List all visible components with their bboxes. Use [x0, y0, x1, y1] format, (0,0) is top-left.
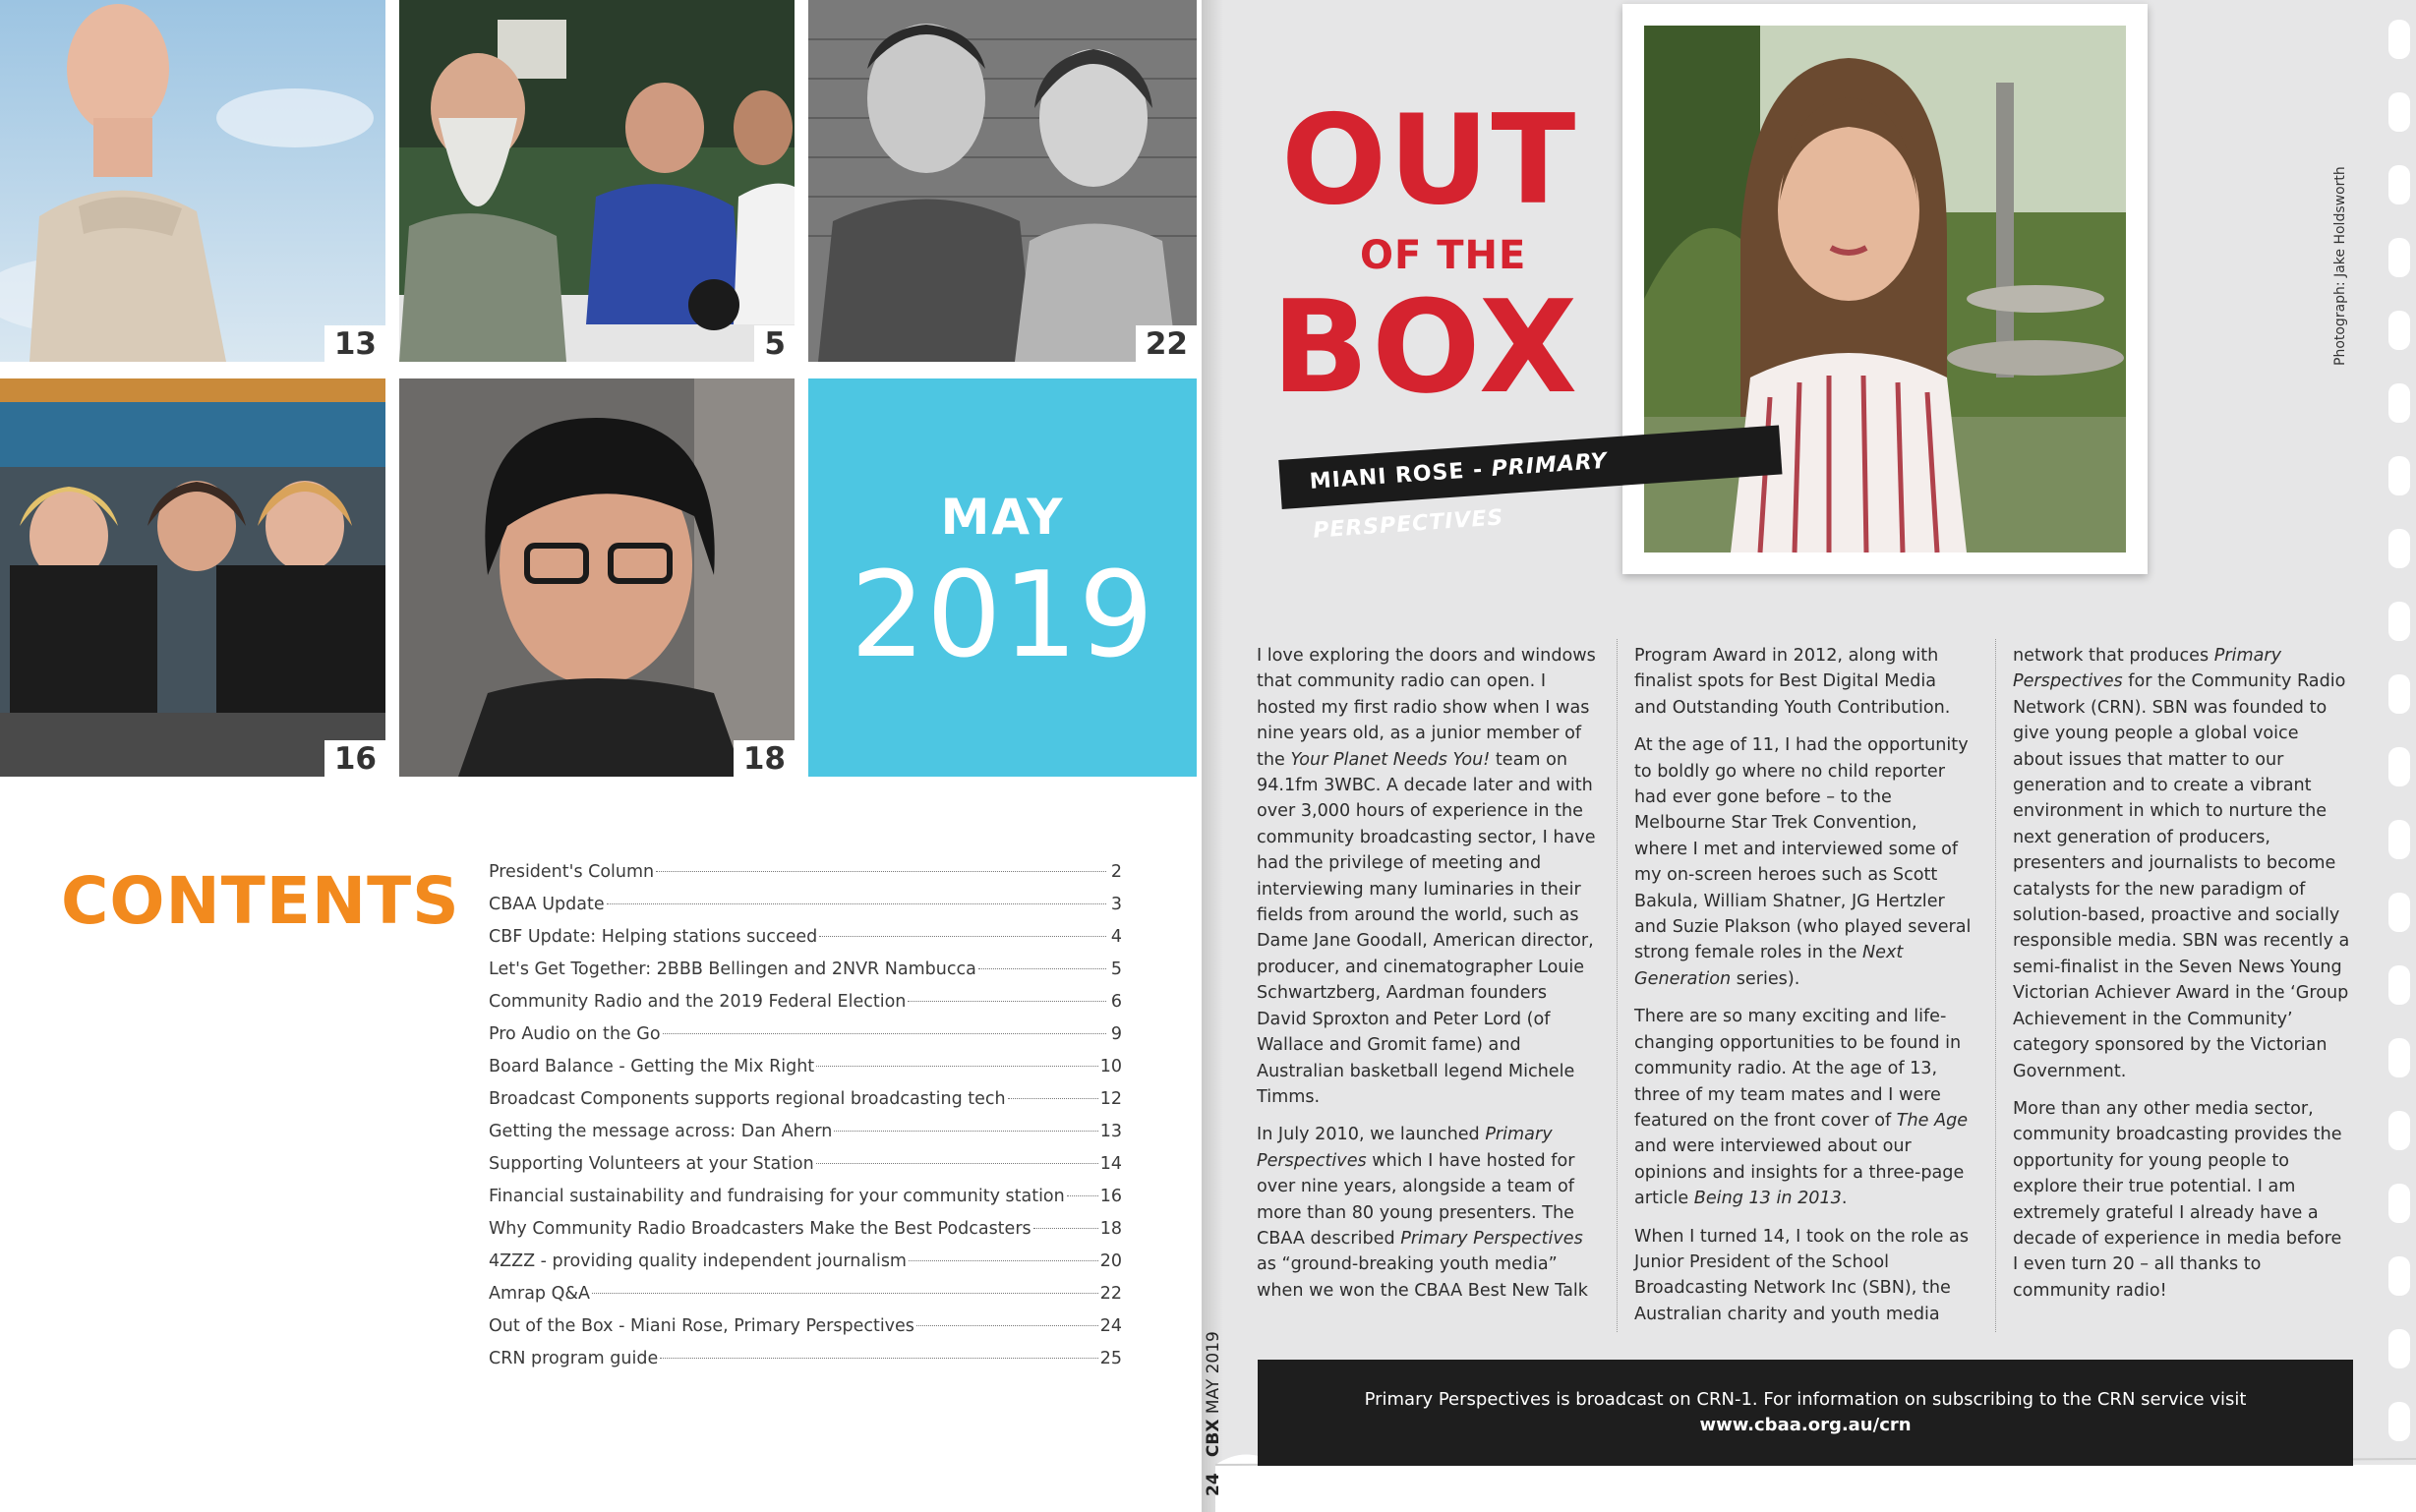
toc-leader — [660, 1358, 1097, 1359]
torn-edge-notch — [2388, 674, 2410, 714]
toc-page-number: 12 — [1099, 1089, 1122, 1109]
toc-page-number: 24 — [1099, 1316, 1122, 1336]
photo-page-number: 16 — [324, 740, 385, 777]
toc-entry[interactable] — [489, 960, 1122, 992]
photo-page-number: 18 — [734, 740, 795, 777]
toc-title: Out of the Box - Miani Rose, Primary Perspectives — [489, 1316, 914, 1336]
text-run: team on 94.1fm 3WBC. A decade later and with over 3,000 hours of experience in the community broadcasting sector, I have had the privilege of meeting and interviewing many luminaries in their fields from around the world, such as Dame Jane Goodall, American director, producer, and cinematographer Louie Schwartzberg, Aardman founders David Sproxton and Peter Lord (of Wallace and Gromit fame) and Australian basketball legend Michele Timms. — [1257, 749, 1596, 1107]
torn-edge-notch — [2388, 529, 2410, 568]
paragraph — [1257, 643, 1596, 1110]
article-column-2 — [1634, 643, 1974, 1339]
article-title-out: OUT — [1281, 87, 1578, 232]
toc-leader — [908, 1001, 1106, 1002]
toc-entry[interactable] — [489, 1024, 1122, 1057]
toc-leader — [916, 1325, 1098, 1326]
toc-title: Pro Audio on the Go — [489, 1024, 661, 1044]
broadcast-info-text: Primary Perspectives is broadcast on CRN-1. For information on subscribing to the CRN service visit — [1364, 1389, 2247, 1410]
paragraph: Program Award in 2012, along with finalist spots for Best Digital Media and Outstanding Youth Contribution. — [1634, 646, 1951, 718]
folio-magazine: CBX — [1204, 1419, 1223, 1458]
toc-entry[interactable] — [489, 1251, 1122, 1284]
torn-edge-notch — [2388, 20, 2410, 59]
torn-edge-notch — [2388, 965, 2410, 1005]
toc-title: Why Community Radio Broadcasters Make the Best Podcasters — [489, 1219, 1031, 1239]
torn-edge-notch — [2388, 1111, 2410, 1150]
text-run-italic: Your Planet Needs You! — [1290, 749, 1491, 770]
table-of-contents — [489, 862, 1122, 1381]
toc-leader — [819, 936, 1106, 937]
toc-page-number: 9 — [1110, 1024, 1122, 1044]
paragraph — [1634, 732, 1974, 992]
banner-name: MIANI ROSE - — [1309, 457, 1493, 494]
photo-credit: Photograph: Jake Holdsworth — [2332, 166, 2348, 366]
toc-page-number: 25 — [1099, 1349, 1122, 1368]
text-run: I love exploring the doors and windows that community radio can open. I hosted my first radio show when I was nine years old, as a junior member of the — [1257, 646, 1596, 770]
torn-edge-notch — [2388, 383, 2410, 423]
toc-entry[interactable] — [489, 927, 1122, 960]
folio-page-number: 24 — [1204, 1473, 1223, 1496]
toc-leader — [607, 903, 1106, 904]
text-run-italic: Next Generation — [1634, 943, 1904, 989]
toc-entry[interactable] — [489, 1349, 1122, 1381]
text-run: which I have hosted for over nine years, alongside a team of more than 80 young presenters. The CBAA described — [1257, 1150, 1575, 1249]
toc-page-number: 22 — [1099, 1284, 1122, 1304]
page-folio — [1204, 1331, 1223, 1496]
torn-edge-notch — [2388, 1256, 2410, 1296]
photo-page-number: 13 — [324, 325, 385, 362]
banner-show: PRIMARY PERSPECTIVES — [1312, 448, 1609, 544]
photo-page-5 — [399, 0, 795, 362]
article-column-1 — [1257, 643, 1596, 1315]
text-run: and were interviewed about our opinions and insights for a three-page article — [1634, 1136, 1965, 1209]
photo-page-22 — [808, 0, 1197, 362]
toc-page-number: 18 — [1099, 1219, 1122, 1239]
issue-date-box — [808, 378, 1197, 777]
torn-edge-notch — [2388, 92, 2410, 132]
torn-edge-notch — [2388, 165, 2410, 204]
toc-entry[interactable] — [489, 1219, 1122, 1251]
toc-page-number: 4 — [1110, 927, 1122, 947]
toc-leader — [656, 871, 1106, 872]
broadcast-info-box — [1258, 1360, 2353, 1466]
paragraph — [1257, 1122, 1596, 1304]
article-title-box: BOX — [1271, 272, 1581, 422]
toc-leader — [1008, 1098, 1098, 1099]
paragraph: More than any other media sector, community broadcasting provides the opportunity for young people to explore their true potential. I am extremely grateful I already have a decade of experience in media before I even turn 20 – all thanks to community radio! — [2013, 1098, 2342, 1301]
toc-entry[interactable] — [489, 1284, 1122, 1316]
toc-title: Broadcast Components supports regional broadcasting tech — [489, 1089, 1006, 1109]
toc-title: Financial sustainability and fundraising for your community station — [489, 1187, 1065, 1206]
toc-page-number: 14 — [1099, 1154, 1122, 1174]
torn-edge-notch — [2388, 893, 2410, 932]
toc-page-number: 10 — [1099, 1057, 1122, 1076]
torn-edge-notch — [2388, 311, 2410, 350]
toc-entry[interactable] — [489, 1089, 1122, 1122]
toc-page-number: 2 — [1110, 862, 1122, 882]
toc-page-number: 5 — [1110, 960, 1122, 979]
toc-leader — [1067, 1195, 1098, 1196]
photo-page-number: 22 — [1136, 325, 1197, 362]
text-run-italic: Primary Perspectives — [1257, 1125, 1553, 1171]
toc-title: Supporting Volunteers at your Station — [489, 1154, 814, 1174]
torn-edge-notch — [2388, 456, 2410, 495]
toc-entry[interactable] — [489, 1316, 1122, 1349]
toc-entry[interactable] — [489, 1154, 1122, 1187]
text-run: network that produces — [2013, 646, 2214, 666]
toc-leader — [834, 1131, 1097, 1132]
portrait-photo — [1622, 4, 2148, 574]
paragraph — [1634, 1004, 1974, 1211]
torn-edge-notch — [2388, 1329, 2410, 1368]
article-title-of-the: OF THE — [1360, 233, 1527, 278]
toc-leader — [663, 1033, 1106, 1034]
text-run-italic: Primary Perspectives — [2013, 646, 2282, 692]
photo-page-number: 5 — [754, 325, 795, 362]
text-run-italic: Primary Perspectives — [1400, 1228, 1583, 1249]
paragraph — [2013, 643, 2352, 1084]
photo-page-18 — [399, 378, 795, 777]
crn-link[interactable]: www.cbaa.org.au/crn — [1699, 1415, 1912, 1435]
torn-edge-notch — [2388, 1402, 2410, 1441]
text-run: as “ground-breaking youth media” when we won the CBAA Best New Talk — [1257, 1254, 1588, 1301]
torn-bottom-edge — [1215, 1465, 2416, 1512]
text-run-italic: The Age — [1896, 1110, 1969, 1131]
toc-page-number: 20 — [1099, 1251, 1122, 1271]
toc-title: 4ZZZ - providing quality independent journalism — [489, 1251, 907, 1271]
toc-title: CBAA Update — [489, 895, 605, 914]
issue-year: 2019 — [850, 548, 1155, 684]
torn-edge-notch — [2388, 820, 2410, 859]
toc-title: Board Balance - Getting the Mix Right — [489, 1057, 815, 1076]
contents-heading: CONTENTS — [61, 863, 460, 939]
text-run: for the Community Radio Network (CRN). SBN was founded to give young people a global voice about issues that matter to our generation and to create a vibrant environment in which to nurture the next generation of producers, presenters and journalists to become catalysts for the new paradigm of solution-based, proactive and socially responsible media. SBN was recently a semi-finalist in the Seven News Young Victorian Achiever Award in the ‘Group Achievement in the Community’ category sponsored by the Victorian Government. — [2013, 671, 2350, 1081]
toc-title: Amrap Q&A — [489, 1284, 591, 1304]
text-run: In July 2010, we launched — [1257, 1125, 1486, 1145]
toc-page-number: 13 — [1099, 1122, 1122, 1141]
column-divider — [1995, 639, 1996, 1332]
toc-entry[interactable] — [489, 1122, 1122, 1154]
toc-leader — [592, 1293, 1098, 1294]
toc-title: CRN program guide — [489, 1349, 659, 1368]
page-spine — [1202, 0, 1223, 1512]
torn-edge-notch — [2388, 1038, 2410, 1077]
toc-title: President's Column — [489, 862, 655, 882]
toc-title: Community Radio and the 2019 Federal Election — [489, 992, 907, 1012]
folio-issue: MAY 2019 — [1204, 1331, 1223, 1415]
toc-leader — [909, 1260, 1098, 1261]
toc-page-number: 16 — [1099, 1187, 1122, 1206]
torn-edge-notch — [2388, 747, 2410, 786]
column-divider — [1617, 639, 1618, 1332]
text-run: There are so many exciting and life-changing opportunities to be found in community radio. At the age of 13, three of my team mates and I were featured on the front cover of — [1634, 1007, 1962, 1131]
torn-edge-notch — [2388, 1184, 2410, 1223]
toc-leader — [816, 1066, 1098, 1067]
article-column-3 — [2013, 643, 2352, 1315]
text-run: At the age of 11, I had the opportunity to boldly go where no child reporter had ever gone before – to the Melbourne Star Trek Convention, where I met and interviewed some of my on-screen heroes such as Scott Bakula, William Shatner, JG Hertzler and Suzie Plakson (who played several strong female roles in the — [1634, 735, 1972, 963]
toc-leader — [816, 1163, 1098, 1164]
photo-page-16 — [0, 378, 385, 777]
toc-entry[interactable] — [489, 895, 1122, 927]
text-run: . — [1841, 1189, 1848, 1209]
toc-entry[interactable] — [489, 992, 1122, 1024]
toc-title: Getting the message across: Dan Ahern — [489, 1122, 833, 1141]
photo-page-13 — [0, 0, 385, 362]
paragraph: When I turned 14, I took on the role as Junior President of the School Broadcasting Network Inc (SBN), the Australian charity and youth media — [1634, 1226, 1970, 1324]
toc-page-number: 6 — [1110, 992, 1122, 1012]
torn-edge-notch — [2388, 602, 2410, 641]
toc-leader — [978, 968, 1106, 969]
toc-page-number: 3 — [1110, 895, 1122, 914]
torn-edge-notch — [2388, 238, 2410, 277]
text-run-italic: Being 13 in 2013 — [1693, 1189, 1842, 1209]
toc-entry[interactable] — [489, 1057, 1122, 1089]
issue-month: MAY — [940, 489, 1065, 546]
toc-title: CBF Update: Helping stations succeed — [489, 927, 818, 947]
toc-entry[interactable] — [489, 862, 1122, 895]
toc-title: Let's Get Together: 2BBB Bellingen and 2NVR Nambucca — [489, 960, 976, 979]
text-run: series). — [1731, 968, 1800, 989]
toc-leader — [1033, 1228, 1098, 1229]
toc-entry[interactable] — [489, 1187, 1122, 1219]
